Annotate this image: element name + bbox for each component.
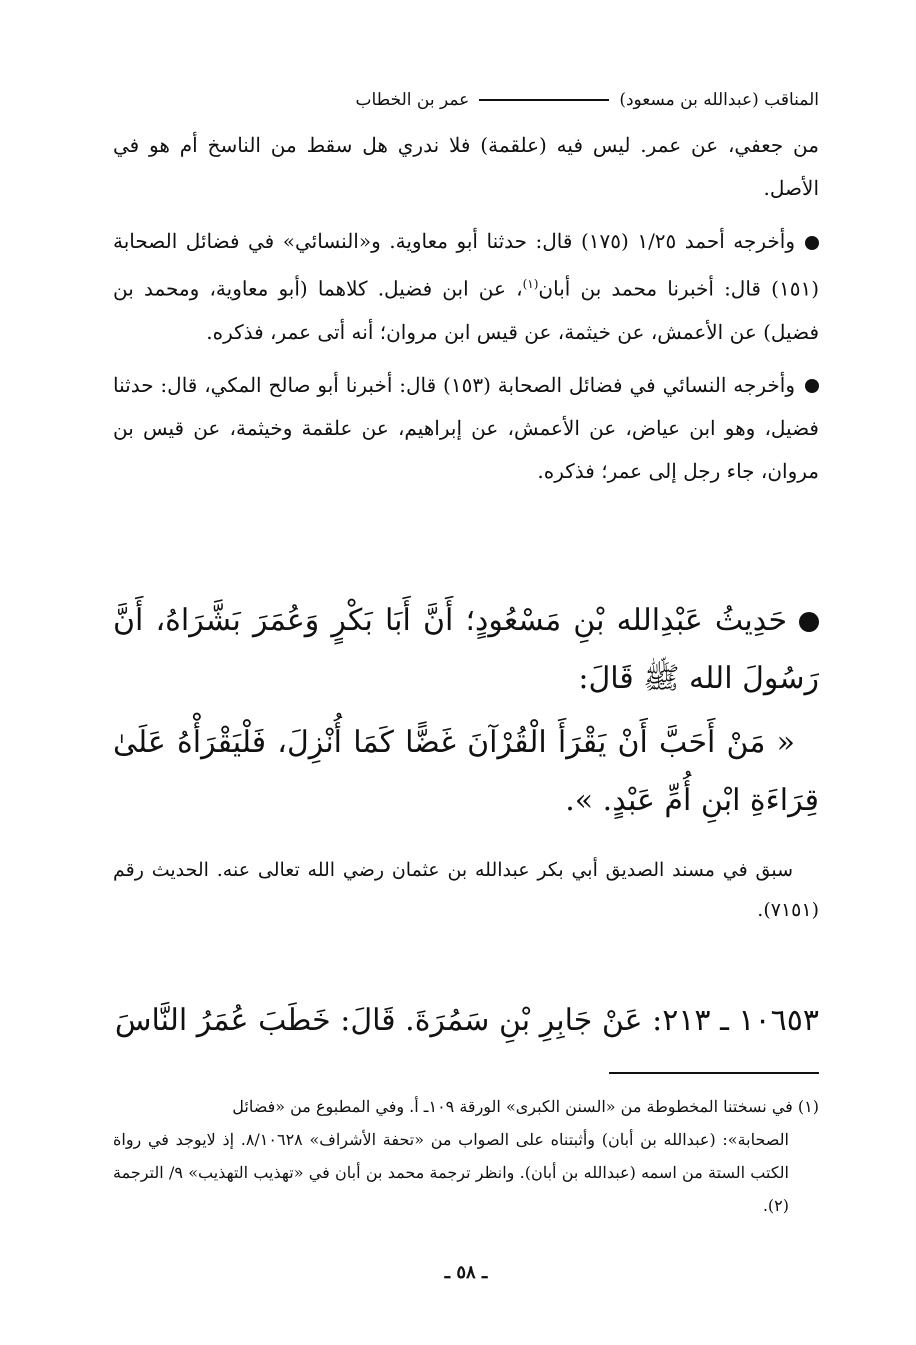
footnote-1-rest: الصحابة»: (عبدالله بن أبان) وأثبتناه على الصواب من «تحفة الأشراف» ٨/١٠٦٢٨. إذ لايوجد في رواة الكتب الستة من اسمه (عبدالله بن أبان). وانظر ترجمة محمد بن أبان في «تهذيب التهذيب» ٩/ الترجمة (٢). <box>113 1130 790 1215</box>
page-number: ـ ٥٨ ـ <box>444 1262 488 1283</box>
running-header <box>113 86 819 114</box>
cross-reference-text: سبق في مسند الصديق أبي بكر عبدالله بن عثمان رضي الله تعالى عنه. الحديث رقم (٧١٥١). <box>113 859 819 921</box>
hadith-block <box>113 592 819 830</box>
hadith-intro-text: حَدِيثُ عَبْدِالله بْنِ مَسْعُودٍ؛ أَنَّ أَبَا بَكْرٍ وَعُمَرَ بَشَّرَاهُ، أَنَّ رَسُولَ الله ﷺ قَالَ: <box>113 603 819 696</box>
footnote-reference: (١) <box>522 277 539 291</box>
footnote-1-line1: (١) في نسختنا المخطوطة من «السنن الكبرى» الورقة ١٠٩ـ أ. وفي المطبوع من «فضائل <box>232 1097 819 1116</box>
bullet-icon <box>799 612 819 632</box>
hadith-matn: « مَنْ أَحَبَّ أَنْ يَقْرَأَ الْقُرْآنَ غَضًّا كَمَا أُنْزِلَ، فَلْيَقْرَأْهُ عَلَىٰ قِرَاءَةِ ابْنِ أُمِّ عَبْدٍ. ». <box>113 725 819 818</box>
book-page <box>113 80 819 1310</box>
hadith-intro <box>113 592 819 708</box>
takhrij-paragraph-nasai <box>113 364 819 493</box>
commentary-block <box>113 124 819 493</box>
continuation-paragraph: من جعفي، عن عمر. ليس فيه (علقمة) فلا ندري هل سقط من الناسخ أم هو في الأصل. <box>113 133 819 200</box>
takhrij-text-cont: ، عن ابن فضيل. كلاهما (أبو معاوية، ومحمد بن فضيل) عن الأعمش، عن خيثمة، عن قيس ابن مروان؛ أنه أتى عمر، فذكره. <box>113 276 819 344</box>
cross-reference-note <box>113 850 819 930</box>
header-chapter-title: عمر بن الخطاب <box>355 90 470 110</box>
takhrij-text: وأخرجه أحمد ١/٢٥ (١٧٥) قال: حدثنا أبو معاوية. و«النسائي» في فضائل الصحابة (١٥١) قال: أخبرنا محمد بن أبان <box>113 229 819 301</box>
bullet-icon <box>805 379 819 393</box>
takhrij-paragraph-ahmad <box>113 220 819 354</box>
takhrij-text: وأخرجه النسائي في فضائل الصحابة (١٥٣) قال: أخبرنا أبو صالح المكي، قال: حدثنا فضيل، وهو ابن عياض، عن الأعمش، عن إبراهيم، عن علقمة وخيثمة، عن قيس بن مروان، جاء رجل إلى عمر؛ فذكره. <box>113 372 819 483</box>
footnote-separator <box>609 1072 819 1074</box>
footnotes <box>113 1090 819 1222</box>
next-hadith-heading: ١٠٦٥٣ ـ ٢١٣: عَنْ جَابِرِ بْنِ سَمُرَةَ. قَالَ: خَطَبَ عُمَرُ النَّاسَ <box>114 1003 819 1038</box>
header-section-title: المناقب (عبدالله بن مسعود) <box>619 90 819 110</box>
header-rule <box>479 99 609 101</box>
bullet-icon <box>805 236 819 250</box>
